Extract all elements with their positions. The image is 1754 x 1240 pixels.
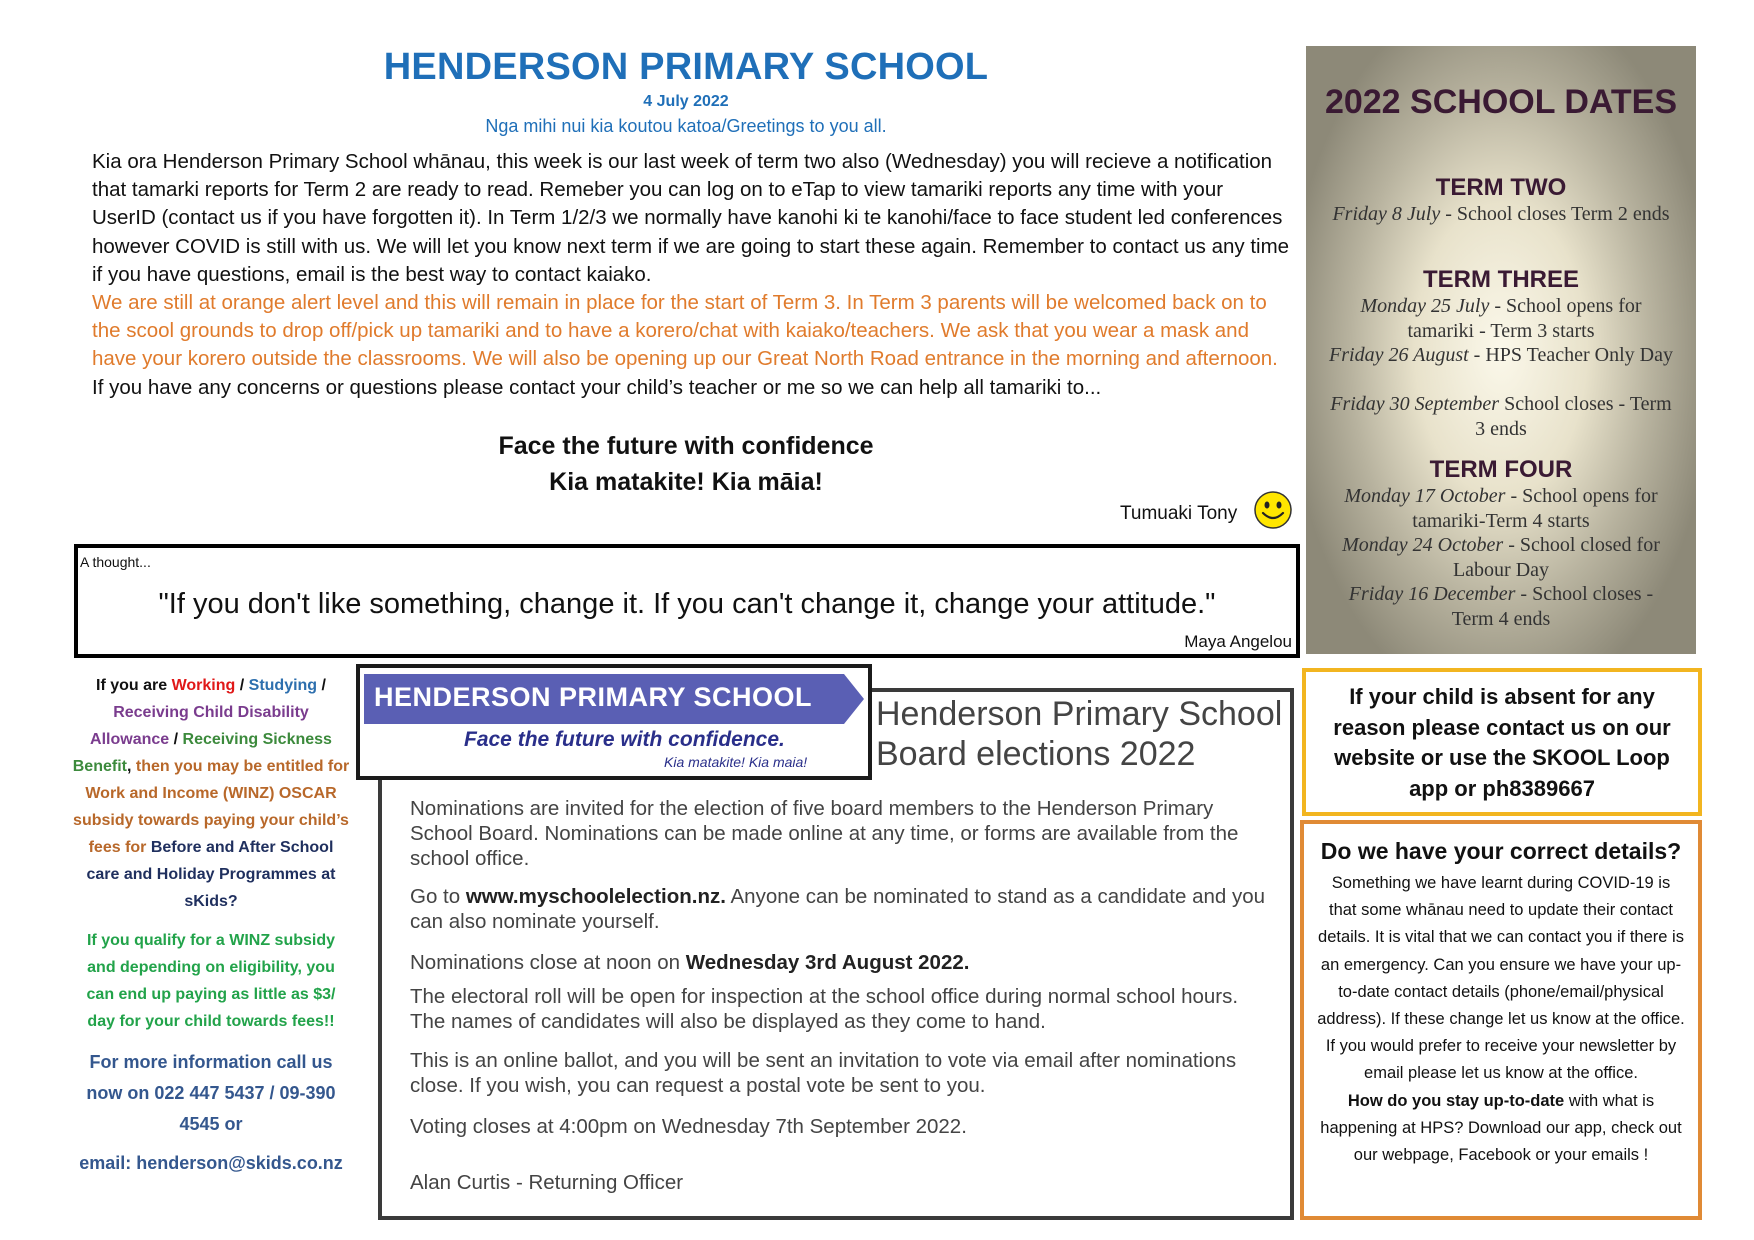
thought-box xyxy=(74,544,1300,658)
board-elections-notice xyxy=(356,664,1292,1220)
term-four-heading: TERM FOUR xyxy=(1429,456,1573,483)
board-paragraph: Nominations close at noon on Wednesday 3rd August 2022. xyxy=(410,951,970,974)
term-four-item: Monday 17 October - School opens for tamariki-Term 4 starts xyxy=(1344,485,1658,532)
board-title: Henderson Primary School Board elections 2022 xyxy=(876,695,1283,773)
logo-motto: Face the future with confidence. xyxy=(464,728,785,751)
thought-quote: "If you don't like something, change it. If you can't change it, change your attitude." xyxy=(158,588,1216,620)
logo-arrow xyxy=(844,674,864,724)
term-two-heading: TERM TWO xyxy=(1435,174,1567,201)
details-title: Do we have your correct details? xyxy=(1320,838,1682,864)
board-paragraph: Go to www.myschoolelection.nz. Anyone can be nominated to stand as a candidate and you can also nominate yourself. xyxy=(410,885,1266,933)
details-body: Something we have learnt during COVID-19 is that some whānau need to update their contact details. It is vital that we can contact you if there is an emergency. Can you ensure we have your up-to-date contact details (phone/email/physical address). If these change let us know at the office. If you would prefer to receive your newsletter by email please let us know at the office. How do you stay up-to-date with what is happening at HPS? Download our app, check out our webpage, Facebook or your emails ! xyxy=(1317,874,1685,1165)
board-paragraph: Voting closes at 4:00pm on Wednesday 7th September 2022. xyxy=(410,1115,967,1138)
term-four-item: Monday 24 October - School closed for Labour Day xyxy=(1342,534,1660,581)
school-dates-title: 2022 SCHOOL DATES xyxy=(1324,83,1678,121)
skids-qualify: If you qualify for a WINZ subsidy and depending on eligibility, you can end up paying as little as $3/ day for your child towards fees!! xyxy=(86,932,336,1030)
term-four-item: Friday 16 December - School closes - Term 4 ends xyxy=(1348,583,1654,630)
newsletter-date: 4 July 2022 xyxy=(643,93,729,110)
motto-english: Face the future with confidence xyxy=(498,432,874,460)
smiley-face-icon xyxy=(1253,490,1293,530)
board-paragraph: Nominations are invited for the election of five board members to the Henderson Primary School Board. Nominations can be made online at any time, or forms are available from the school office. xyxy=(410,797,1239,870)
term-three-item: Friday 30 September School closes - Term 3 ends xyxy=(1330,393,1672,440)
absence-notice xyxy=(1302,668,1702,816)
greeting: Nga mihi nui kia koutou katoa/Greetings to you all. xyxy=(485,116,887,136)
message-paragraph-3: If you have any concerns or questions please contact your child’s teacher or me so we can help all tamariki to... xyxy=(92,375,1102,399)
board-paragraph: This is an online ballot, and you will be sent an invitation to vote via email after nominations close. If you wish, you can request a postal vote be sent to you. xyxy=(410,1049,1237,1097)
contact-details-notice xyxy=(1300,820,1702,1220)
motto-maori: Kia matakite! Kia māia! xyxy=(549,468,823,496)
skids-eligibility: If you are Working / Studying / Receiving Child Disability Allowance / Receiving Sickness Benefit, then you may be entitled for Work and Income (WINZ) OSCAR subsidy towards paying your child’s fees for Before and After School care and Holiday Programmes at sKids? xyxy=(72,677,350,910)
signoff: Tumuaki Tony xyxy=(1120,503,1238,524)
skids-email: email: henderson@skids.co.nz xyxy=(79,1153,343,1173)
thought-label: A thought... xyxy=(80,554,151,570)
absence-text: If your child is absent for any reason please contact us on our website or use the SKOOL Loop app or ph8389667 xyxy=(1333,684,1671,801)
skids-contact xyxy=(72,1047,350,1179)
board-returning-officer: Alan Curtis - Returning Officer xyxy=(410,1171,684,1194)
board-paragraph: The electoral roll will be open for inspection at the school office during normal school hours. The names of candidates will also be displayed as they come to hand. xyxy=(410,985,1239,1033)
logo-subtitle: Kia matakite! Kia maia! xyxy=(664,754,808,770)
message-paragraph-1: Kia ora Henderson Primary School whānau, this week is our last week of term two also (Wednesday) you will recieve a notification that tamarki reports for Term 2 are ready to read. Remeber you can log on to eTap to view tamariki reports any time with your UserID (contact us if you have forgotten it). In Term 1/2/3 we normally have kanohi ki te kanohi/face to face student led conferences however COVID is still with us. We will let you know next term if we are going to start these again. Remember to contact us any time if you have questions, email is the best way to contact kaiako. xyxy=(92,150,1290,286)
term-two-item: Friday 8 July - School closes Term 2 ends xyxy=(1332,203,1670,225)
board-frame-topline xyxy=(868,688,1292,692)
skids-subsidy-info xyxy=(72,672,350,1179)
school-logo xyxy=(356,664,872,780)
newsletter-title: HENDERSON PRIMARY SCHOOL xyxy=(383,46,989,88)
quote-author: Maya Angelou xyxy=(1184,632,1292,651)
principal-message xyxy=(92,148,1292,402)
message-paragraph-2: We are still at orange alert level and this will remain in place for the start of Term 3. In Term 3 parents will be welcomed back on to the scool grounds to drop off/pick up tamariki and to have a korero/chat with kaiako/teachers. We ask that you wear a mask and have your korero outside the classrooms. We will also be opening up our Great North Road entrance in the morning and afternoon. xyxy=(92,291,1278,371)
term-three-heading: TERM THREE xyxy=(1423,266,1579,293)
skids-phone: For more information call us now on 022 447 5437 / 09-390 4545 or xyxy=(86,1052,336,1134)
school-dates-panel xyxy=(1306,46,1696,654)
term-three-item: Monday 25 July - School opens for tamariki - Term 3 starts xyxy=(1360,295,1642,342)
term-three-item: Friday 26 August - HPS Teacher Only Day xyxy=(1329,344,1673,366)
logo-title: HENDERSON PRIMARY SCHOOL xyxy=(374,682,813,712)
